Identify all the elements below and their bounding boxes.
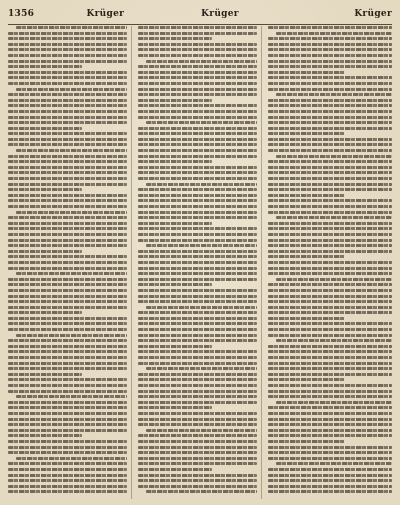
text-line-placeholder (8, 317, 127, 320)
text-line-placeholder (268, 177, 392, 180)
text-line-placeholder (8, 423, 127, 426)
text-line-placeholder (138, 384, 257, 387)
text-line-placeholder (8, 362, 127, 365)
text-line-placeholder (138, 390, 257, 393)
text-line-placeholder (8, 71, 127, 74)
text-line-placeholder (138, 322, 257, 325)
text-line-placeholder (268, 373, 392, 376)
text-line-placeholder (138, 143, 257, 146)
text-line-placeholder (268, 143, 392, 146)
page-header (8, 6, 392, 25)
text-line-placeholder (8, 104, 127, 107)
text-line-placeholder (8, 306, 127, 309)
text-line-placeholder (8, 222, 127, 225)
text-line-placeholder (138, 479, 257, 482)
text-column-1 (8, 26, 132, 499)
text-line-placeholder (8, 60, 127, 63)
text-line-placeholder (8, 110, 127, 113)
text-columns (8, 26, 392, 499)
text-line-placeholder (8, 295, 127, 298)
text-line-placeholder (276, 155, 392, 158)
text-line-placeholder (138, 104, 257, 107)
text-line-placeholder (138, 328, 257, 331)
text-line-placeholder (8, 205, 127, 208)
text-line-placeholder (268, 418, 392, 421)
text-line-placeholder (138, 194, 257, 197)
text-line-placeholder (8, 474, 127, 477)
text-line-placeholder (138, 155, 257, 158)
text-line-placeholder (268, 345, 392, 348)
text-line-placeholder (8, 160, 127, 163)
text-line-placeholder (8, 401, 127, 404)
text-line-placeholder (8, 65, 82, 68)
text-line-placeholder (8, 283, 127, 286)
text-line-placeholder (8, 171, 127, 174)
text-line-placeholder (138, 462, 257, 465)
text-line-placeholder (268, 367, 392, 370)
text-line-placeholder (268, 261, 392, 264)
text-line-placeholder (268, 132, 345, 135)
text-line-placeholder (138, 272, 257, 275)
text-line-placeholder (268, 183, 392, 186)
text-line-placeholder (8, 138, 127, 141)
text-line-placeholder (138, 356, 257, 359)
text-line-placeholder (8, 239, 127, 242)
text-line-placeholder (16, 211, 127, 214)
text-line-placeholder (268, 222, 392, 225)
text-line-placeholder (138, 32, 257, 35)
text-line-placeholder (8, 177, 127, 180)
text-line-placeholder (8, 127, 82, 130)
text-line-placeholder (138, 48, 257, 51)
text-line-placeholder (146, 60, 257, 63)
text-line-placeholder (268, 356, 392, 359)
text-line-placeholder (268, 395, 392, 398)
text-line-placeholder (138, 378, 257, 381)
text-line-placeholder (8, 121, 127, 124)
text-line-placeholder (268, 317, 345, 320)
text-line-placeholder (268, 267, 392, 270)
text-line-placeholder (16, 334, 127, 337)
text-line-placeholder (8, 384, 127, 387)
text-line-placeholder (268, 289, 392, 292)
text-line-placeholder (138, 412, 257, 415)
text-column-2 (138, 26, 262, 499)
text-line-placeholder (138, 166, 257, 169)
text-line-placeholder (8, 116, 127, 119)
text-line-placeholder (276, 401, 392, 404)
text-line-placeholder (8, 132, 127, 135)
text-line-placeholder (268, 48, 392, 51)
page-number: 1356 (8, 9, 35, 19)
text-line-placeholder (8, 216, 127, 219)
text-line-placeholder (276, 462, 392, 465)
text-line-placeholder (276, 93, 392, 96)
text-line-placeholder (138, 76, 257, 79)
text-line-placeholder (138, 65, 257, 68)
text-line-placeholder (8, 244, 127, 247)
text-line-placeholder (138, 261, 257, 264)
text-line-placeholder (268, 110, 392, 113)
text-line-placeholder (138, 239, 257, 242)
text-line-placeholder (8, 311, 82, 314)
text-line-placeholder (138, 418, 257, 421)
text-line-placeholder (268, 104, 392, 107)
column-head-1: Krüger (86, 9, 125, 19)
text-line-placeholder (8, 429, 127, 432)
text-line-placeholder (8, 356, 127, 359)
text-line-placeholder (268, 227, 392, 230)
text-line-placeholder (268, 160, 392, 163)
text-line-placeholder (268, 250, 392, 253)
text-line-placeholder (268, 350, 392, 353)
text-line-placeholder (138, 132, 257, 135)
text-line-placeholder (138, 116, 257, 119)
text-line-placeholder (138, 99, 212, 102)
text-line-placeholder (8, 328, 127, 331)
text-line-placeholder (268, 468, 392, 471)
text-line-placeholder (138, 446, 257, 449)
text-line-placeholder (8, 451, 127, 454)
text-line-placeholder (138, 26, 257, 29)
text-line-placeholder (138, 339, 257, 342)
text-line-placeholder (276, 278, 392, 281)
text-line-placeholder (16, 272, 127, 275)
text-line-placeholder (138, 300, 257, 303)
text-line-placeholder (8, 490, 127, 493)
text-line-placeholder (268, 434, 392, 437)
text-line-placeholder (138, 345, 212, 348)
text-line-placeholder (268, 457, 392, 460)
text-line-placeholder (138, 451, 257, 454)
text-line-placeholder (8, 183, 127, 186)
text-line-placeholder (268, 26, 392, 29)
text-line-placeholder (8, 446, 127, 449)
text-line-placeholder (138, 54, 257, 57)
column-head-2: Krüger (201, 9, 239, 19)
text-line-placeholder (138, 401, 257, 404)
text-line-placeholder (8, 166, 127, 169)
text-line-placeholder (268, 300, 392, 303)
text-line-placeholder (146, 121, 257, 124)
text-column-3 (268, 26, 392, 499)
text-line-placeholder (138, 278, 257, 281)
text-line-placeholder (138, 110, 257, 113)
text-line-placeholder (138, 255, 257, 258)
text-line-placeholder (16, 395, 127, 398)
text-line-placeholder (8, 278, 127, 281)
text-line-placeholder (268, 272, 392, 275)
text-line-placeholder (268, 37, 392, 40)
text-line-placeholder (268, 244, 392, 247)
text-line-placeholder (268, 446, 392, 449)
text-line-placeholder (268, 121, 392, 124)
text-line-placeholder (8, 485, 127, 488)
text-line-placeholder (8, 289, 127, 292)
text-line-placeholder (138, 82, 257, 85)
text-line-placeholder (268, 60, 392, 63)
text-line-placeholder (268, 199, 392, 202)
text-line-placeholder (268, 116, 392, 119)
text-line-placeholder (8, 479, 127, 482)
text-line-placeholder (8, 462, 127, 465)
text-line-placeholder (268, 188, 392, 191)
text-line-placeholder (138, 205, 257, 208)
text-line-placeholder (16, 88, 127, 91)
text-line-placeholder (138, 222, 212, 225)
text-line-placeholder (8, 440, 127, 443)
text-line-placeholder (268, 166, 392, 169)
text-line-placeholder (268, 138, 392, 141)
text-line-placeholder (16, 457, 127, 460)
text-line-placeholder (8, 418, 127, 421)
text-line-placeholder (268, 71, 345, 74)
text-line-placeholder (268, 283, 392, 286)
text-line-placeholder (146, 429, 257, 432)
text-line-placeholder (268, 440, 345, 443)
text-line-placeholder (146, 367, 257, 370)
text-line-placeholder (138, 485, 257, 488)
text-line-placeholder (138, 317, 257, 320)
text-line-placeholder (268, 429, 392, 432)
text-line-placeholder (138, 127, 257, 130)
text-line-placeholder (268, 474, 392, 477)
text-line-placeholder (268, 99, 392, 102)
text-line-placeholder (138, 267, 257, 270)
text-line-placeholder (8, 194, 127, 197)
text-line-placeholder (138, 199, 257, 202)
text-line-placeholder (268, 88, 392, 91)
text-line-placeholder (138, 171, 257, 174)
text-line-placeholder (268, 171, 392, 174)
text-line-placeholder (268, 490, 392, 493)
text-line-placeholder (268, 194, 345, 197)
text-line-placeholder (138, 311, 257, 314)
text-line-placeholder (138, 457, 257, 460)
text-line-placeholder (138, 250, 257, 253)
text-line-placeholder (8, 406, 127, 409)
text-line-placeholder (276, 32, 392, 35)
text-line-placeholder (268, 485, 392, 488)
text-line-placeholder (8, 350, 127, 353)
text-line-placeholder (138, 233, 257, 236)
text-line-placeholder (268, 43, 392, 46)
text-line-placeholder (268, 127, 392, 130)
text-line-placeholder (268, 451, 392, 454)
text-line-placeholder (138, 160, 212, 163)
text-line-placeholder (8, 367, 127, 370)
column-head-3: Krüger (354, 9, 392, 19)
text-line-placeholder (138, 216, 257, 219)
text-line-placeholder (138, 395, 257, 398)
text-line-placeholder (268, 362, 392, 365)
text-line-placeholder (8, 345, 127, 348)
text-line-placeholder (138, 188, 257, 191)
text-line-placeholder (138, 350, 257, 353)
text-line-placeholder (268, 211, 392, 214)
text-line-placeholder (8, 32, 127, 35)
text-line-placeholder (138, 434, 257, 437)
text-line-placeholder (146, 306, 257, 309)
text-line-placeholder (8, 250, 82, 253)
text-line-placeholder (8, 143, 127, 146)
text-line-placeholder (138, 177, 257, 180)
text-line-placeholder (138, 373, 257, 376)
text-line-placeholder (138, 406, 212, 409)
text-line-placeholder (138, 149, 257, 152)
text-line-placeholder (8, 390, 127, 393)
text-line-placeholder (8, 267, 127, 270)
text-line-placeholder (8, 300, 127, 303)
text-line-placeholder (138, 93, 257, 96)
text-line-placeholder (8, 43, 127, 46)
text-line-placeholder (8, 261, 127, 264)
text-line-placeholder (146, 183, 257, 186)
text-line-placeholder (138, 474, 257, 477)
text-line-placeholder (276, 339, 392, 342)
text-line-placeholder (268, 65, 392, 68)
text-line-placeholder (8, 255, 127, 258)
text-line-placeholder (138, 37, 212, 40)
text-line-placeholder (268, 255, 345, 258)
text-line-placeholder (8, 54, 127, 57)
text-line-placeholder (268, 390, 392, 393)
text-line-placeholder (268, 82, 392, 85)
text-line-placeholder (268, 334, 392, 337)
text-line-placeholder (138, 362, 257, 365)
text-line-placeholder (138, 289, 257, 292)
text-line-placeholder (138, 468, 212, 471)
text-line-placeholder (8, 468, 127, 471)
text-line-placeholder (268, 412, 392, 415)
text-line-placeholder (8, 48, 127, 51)
text-line-placeholder (8, 378, 127, 381)
text-line-placeholder (16, 26, 127, 29)
text-line-placeholder (138, 88, 257, 91)
text-line-placeholder (138, 71, 257, 74)
text-line-placeholder (146, 244, 257, 247)
text-line-placeholder (16, 149, 127, 152)
text-line-placeholder (138, 138, 257, 141)
text-line-placeholder (8, 188, 82, 191)
text-line-placeholder (8, 82, 127, 85)
text-line-placeholder (138, 295, 257, 298)
text-line-placeholder (8, 227, 127, 230)
text-line-placeholder (8, 99, 127, 102)
text-line-placeholder (268, 479, 392, 482)
text-line-placeholder (8, 233, 127, 236)
text-line-placeholder (268, 149, 392, 152)
text-line-placeholder (268, 54, 392, 57)
text-line-placeholder (8, 434, 82, 437)
text-line-placeholder (138, 440, 257, 443)
text-line-placeholder (268, 384, 392, 387)
text-line-placeholder (268, 205, 392, 208)
text-line-placeholder (268, 423, 392, 426)
text-line-placeholder (138, 227, 257, 230)
text-line-placeholder (276, 216, 392, 219)
text-line-placeholder (138, 43, 257, 46)
text-line-placeholder (8, 373, 82, 376)
text-line-placeholder (8, 339, 127, 342)
text-line-placeholder (146, 490, 257, 493)
text-line-placeholder (8, 412, 127, 415)
text-line-placeholder (268, 378, 345, 381)
text-line-placeholder (268, 406, 392, 409)
text-line-placeholder (8, 322, 127, 325)
text-line-placeholder (268, 311, 392, 314)
text-line-placeholder (8, 199, 127, 202)
text-line-placeholder (8, 76, 127, 79)
text-line-placeholder (268, 295, 392, 298)
text-line-placeholder (268, 76, 392, 79)
text-line-placeholder (138, 211, 257, 214)
text-line-placeholder (268, 239, 392, 242)
text-line-placeholder (8, 93, 127, 96)
text-line-placeholder (8, 37, 127, 40)
text-line-placeholder (268, 322, 392, 325)
text-line-placeholder (138, 283, 212, 286)
text-line-placeholder (268, 306, 392, 309)
text-line-placeholder (138, 423, 257, 426)
text-line-placeholder (268, 233, 392, 236)
text-line-placeholder (8, 155, 127, 158)
text-line-placeholder (138, 334, 257, 337)
text-line-placeholder (268, 328, 392, 331)
